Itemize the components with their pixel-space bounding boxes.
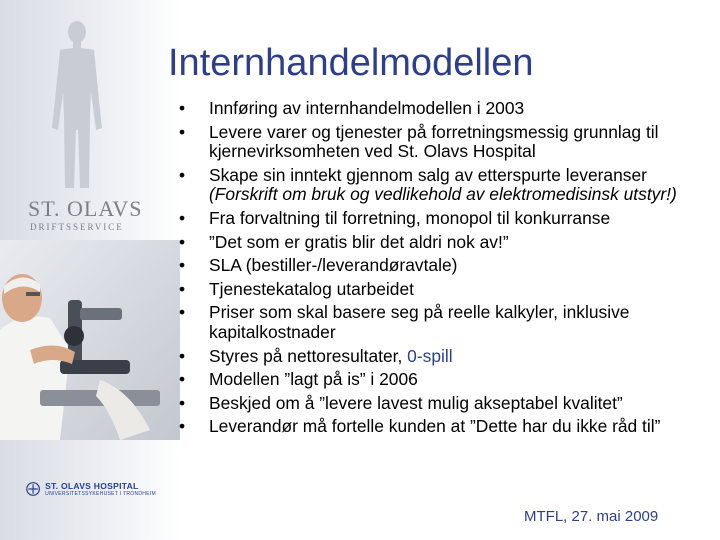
bullet-text	[209, 166, 704, 205]
bullet-marker: •	[179, 369, 186, 390]
bullet-main-text: Styres på nettoresultater,	[209, 345, 408, 366]
bullet-item	[174, 233, 704, 253]
bullet-item	[174, 209, 704, 229]
bullet-text: Tjenestekatalog utarbeidet	[209, 278, 414, 299]
st-olavs-logo-icon	[26, 480, 40, 498]
bullet-item	[174, 370, 704, 390]
bullet-item	[174, 99, 704, 119]
brand-name: ST. OLAVS	[28, 196, 143, 221]
bullet-list	[174, 99, 704, 441]
bullet-text: Innføring av internhandelmodellen i 2003	[209, 98, 525, 118]
bullet-item	[174, 166, 704, 205]
bullet-marker: •	[179, 207, 186, 228]
footer-logo-name: ST. OLAVS HOSPITAL	[45, 480, 139, 491]
footer-date: MTFL, 27. mai 2009	[524, 508, 659, 525]
brand-subtitle: DRIFTSSERVICE	[30, 222, 124, 232]
human-figure-icon	[42, 20, 112, 195]
bullet-main-text: Skape sin inntekt gjennom salg av etterspurte leveranser	[209, 164, 647, 185]
bullet-marker: •	[179, 345, 186, 366]
bullet-marker: •	[179, 164, 186, 185]
bullet-item	[174, 417, 704, 437]
st-olavs-hospital-logo	[26, 478, 156, 500]
bullet-marker: •	[179, 121, 186, 142]
bullet-highlight-text: 0-spill	[407, 345, 453, 366]
bullet-text: Modellen ”lagt på is” i 2006	[209, 369, 418, 390]
bullet-marker: •	[179, 392, 186, 413]
bullet-marker: •	[179, 416, 186, 437]
bullet-text	[209, 347, 704, 367]
bullet-item	[174, 394, 704, 414]
bullet-item	[174, 347, 704, 367]
bullet-italic-note: (Forskrift om bruk og vedlikehold av elektromedisinsk utstyr!)	[209, 184, 677, 205]
slide-title: Internhandelmodellen	[168, 42, 534, 84]
doctor-microscope-photo	[0, 240, 180, 440]
bullet-text: Priser som skal basere seg på reelle kalkyler, inklusive kapitalkostnader	[209, 302, 630, 342]
bullet-marker: •	[179, 302, 186, 323]
bullet-text: Fra forvaltning til forretning, monopol til konkurranse	[209, 207, 611, 228]
bullet-item	[174, 256, 704, 276]
bullet-text: SLA (bestiller-/leverandøravtale)	[209, 255, 458, 276]
bullet-text: Levere varer og tjenester på forretningsmessig grunnlag til kjernevirksomheten ved St. Olavs Hospital	[209, 121, 659, 162]
bullet-text: ”Det som er gratis blir det aldri nok av!”	[209, 231, 509, 252]
bullet-marker: •	[179, 98, 186, 118]
bullet-item	[174, 303, 704, 342]
bullet-marker: •	[179, 278, 186, 299]
bullet-item	[174, 280, 704, 300]
footer-logo-subtitle: UNIVERSITETSSYKEHUSET I TRONDHEIM	[45, 490, 156, 497]
bullet-text: Beskjed om å ”levere lavest mulig akseptabel kvalitet”	[209, 392, 623, 413]
bullet-text: Leverandør må fortelle kunden at ”Dette har du ikke råd til”	[209, 416, 661, 437]
bullet-marker: •	[179, 231, 186, 252]
bullet-marker: •	[179, 255, 186, 276]
bullet-item	[174, 123, 704, 162]
